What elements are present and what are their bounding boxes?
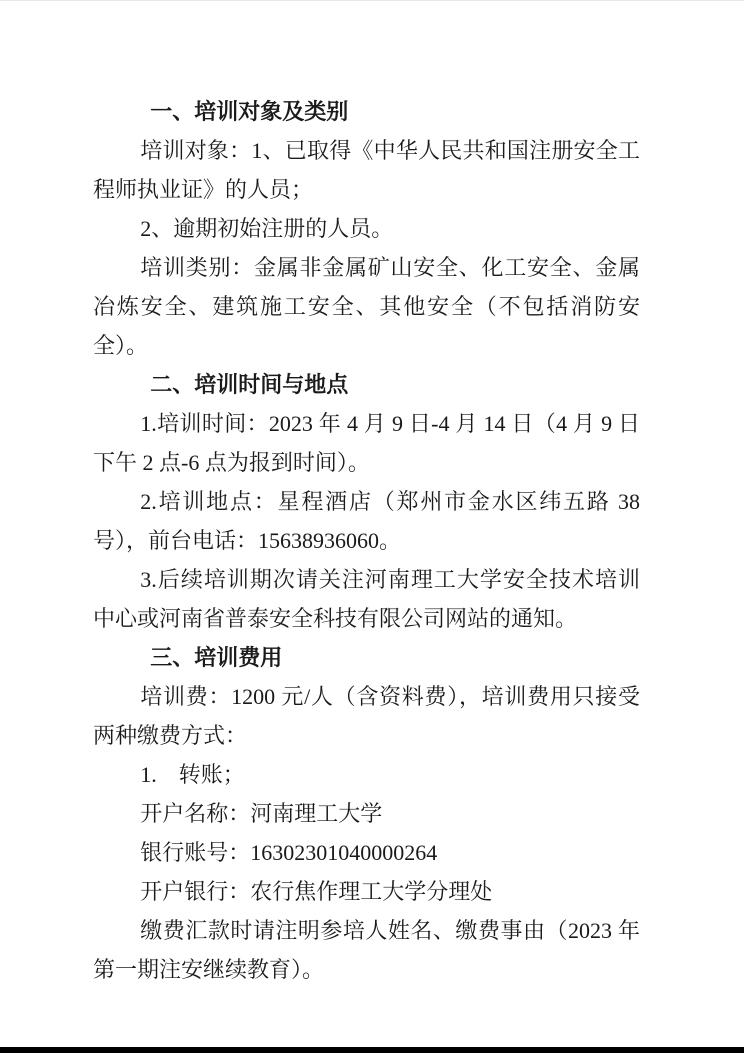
paragraph: 培训费：1200 元/人（含资料费），培训费用只接受两种缴费方式： — [93, 684, 640, 748]
paragraph: 银行账号：16302301040000264 — [140, 840, 438, 865]
paragraph: 培训对象：1、已取得《中华人民共和国注册安全工程师执业证》的人员； — [93, 138, 640, 202]
section-heading-training-targets: 一、培训对象及类别 — [150, 99, 349, 124]
paragraph: 2.培训地点：星程酒店（郑州市金水区纬五路 38 号），前台电话：15638936060。 — [93, 489, 640, 553]
document-body — [93, 92, 640, 989]
paragraph: 开户银行：农行焦作理工大学分理处 — [140, 879, 493, 904]
page-bottom-edge — [0, 1047, 744, 1053]
section-heading-fees: 三、培训费用 — [150, 645, 283, 670]
page-top-edge — [0, 0, 744, 1]
section-heading-time-location: 二、培训时间与地点 — [150, 372, 349, 397]
paragraph: 1. 转账； — [140, 762, 245, 787]
paragraph: 培训类别：金属非金属矿山安全、化工安全、金属冶炼安全、建筑施工安全、其他安全（不包括消防安全）。 — [93, 255, 640, 358]
paragraph: 开户名称：河南理工大学 — [140, 801, 383, 826]
paragraph: 2、逾期初始注册的人员。 — [140, 216, 394, 241]
paragraph: 1.培训时间：2023 年 4 月 9 日-4 月 14 日（4 月 9 日下午 2 点-6 点为报到时间）。 — [93, 411, 640, 475]
paragraph: 缴费汇款时请注明参培人姓名、缴费事由（2023 年第一期注安继续教育）。 — [93, 918, 640, 982]
paragraph: 3.后续培训期次请关注河南理工大学安全技术培训中心或河南省普泰安全科技有限公司网站的通知。 — [93, 567, 640, 631]
